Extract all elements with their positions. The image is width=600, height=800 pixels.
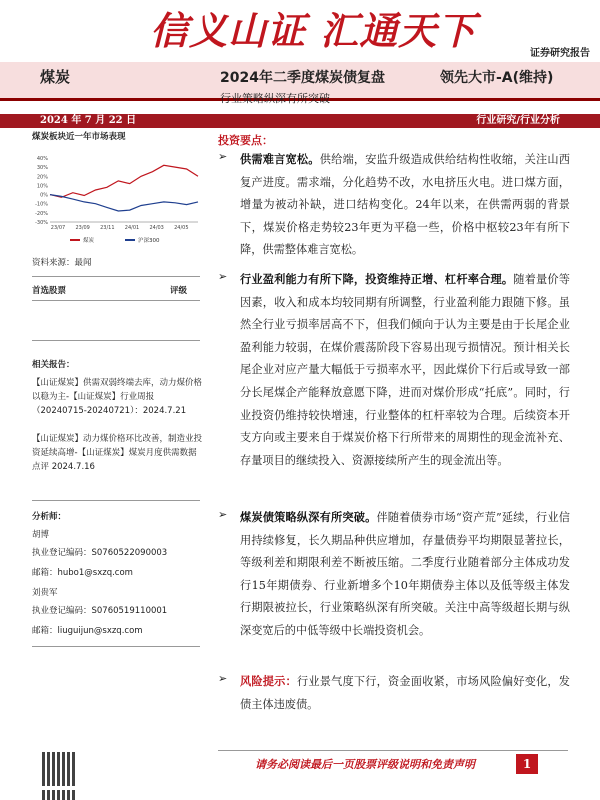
x-tick-label: 23/09 (75, 225, 90, 231)
key-point-2-body: 随着量价等因素，收入和成本均较同期有所调整，行业盈利能力跟随下修。虽然全行业亏损率居高不下，但我们倾向于认为主要是由于长尾企业盈利能力较弱，在煤价震荡阶段下容易出现亏损情况。预计相关长尾企业对应产量大幅低于亏损率水平，因此煤价下行后或导致一部分长尾煤企产能释放意愿下降，进而对煤价形成“托底”。同时，行业投资仍维持较快增速，行业整体的杠杆率较为合理。后续资本开支方向或主要来自于煤炭价格下行所带来的周期性的现金流补充、存量项目的继续投入、资源接续所产生的现金流出等。 (240, 273, 570, 467)
risk-warning-lead: 风险提示： (240, 674, 297, 688)
divider (32, 276, 200, 277)
stocks-header: 首选股票 (32, 286, 67, 296)
analyst-2-reg: 执业登记编码：S0760519110001 (32, 606, 168, 616)
risk-warning (240, 670, 570, 716)
related-reports-title: 相关报告： (32, 360, 75, 370)
x-tick-label: 23/07 (50, 225, 66, 231)
y-tick-label: 20% (36, 174, 48, 181)
divider (32, 300, 200, 301)
key-point-1-lead: 供需难言宽松。 (240, 152, 320, 166)
divider (32, 646, 200, 647)
arrow-bullet-icon: ➢ (218, 508, 228, 521)
analyst-1-name: 胡博 (32, 530, 50, 540)
masthead-slogan: 信义山证 汇通天下 (150, 9, 477, 53)
market-performance-chart (30, 150, 202, 248)
analyst-2-name: 刘贵军 (32, 588, 58, 598)
y-tick-label: 40% (36, 156, 48, 162)
legend-label: 煤炭 (83, 238, 95, 244)
key-points-title: 投资要点： (218, 134, 273, 147)
page-number: 1 (516, 754, 538, 774)
x-tick-label: 24/03 (149, 225, 164, 231)
key-point-2 (240, 268, 570, 472)
key-point-3 (240, 506, 570, 643)
y-tick-label: -30% (35, 220, 48, 226)
report-subtitle: 行业策略纵深有所突破 (220, 92, 330, 105)
key-point-2-lead: 行业盈利能力有所下降，投资维持正增、杠杆率合理。 (240, 272, 514, 286)
y-tick-label: 10% (36, 183, 48, 190)
report-date: 2024 年 7 月 22 日 (40, 115, 137, 126)
analyst-title: 分析师： (32, 512, 67, 522)
legend-label: 沪深300 (138, 238, 160, 244)
related-report-1[interactable]: 【山证煤炭】供需双弱终端去库，动力煤价格以稳为主-【山证煤炭】行业周报（20240715-20240721）：2024.7.21 (32, 378, 203, 416)
analyst-1-reg: 执业登记编码：S0760522090003 (32, 548, 168, 558)
series-line-1 (50, 195, 198, 211)
related-report-2[interactable]: 【山证煤炭】动力煤价格环比改善，制造业投资延续高增-【山证煤炭】煤炭月度供需数据点评 2024.7.16 (32, 434, 203, 472)
divider (32, 500, 200, 501)
qr-code-icon (42, 752, 76, 786)
series-line-0 (50, 165, 198, 197)
analyst-1-email[interactable]: 邮箱：hubo1@sxzq.com (32, 568, 133, 578)
y-tick-label: -10% (35, 201, 48, 208)
disclaimer-link[interactable]: 请务必阅读最后一页股票评级说明和免责声明 (255, 758, 475, 771)
chart-source: 资料来源：最闻 (32, 258, 92, 268)
divider (32, 340, 200, 341)
key-point-1-body: 供给端，安监升级造成供给结构性收缩，关注山西复产进度。需求端，分化趋势不改，水电挤压火电。进口煤方面，增量为被动补缺，进口结构变化。24年以来，在供需两弱的背景下，煤炭价格走势较23年更为平稳一些，价格中枢较23年有所下降，供需整体难言宽松。 (240, 153, 570, 257)
report-type: 证券研究报告 (530, 48, 590, 59)
x-tick-label: 24/05 (174, 225, 189, 231)
x-tick-label: 24/01 (124, 225, 140, 231)
key-point-3-body: 伴随着债券市场“资产荒”延续，行业信用持续修复，长久期品种供应增加，存量债券平均期限显著拉长，等级利差和期限利差不断被压缩。二季度行业随着部分主体成功发行15年期债券、行业新增多个10年期债券主体以及低等级主体发行期限被拉长，行业策略纵深有所突破。关注中高等级超长期与纵深变宽后的中低等级中长端投资机会。 (240, 511, 570, 637)
report-category: 行业研究/行业分析 (476, 115, 560, 126)
key-point-1 (240, 148, 570, 262)
y-tick-label: 0% (40, 192, 48, 199)
rating-label: 领先大市-A(维持) (440, 70, 554, 86)
report-title: 2024年二季度煤炭债复盘 (220, 70, 385, 86)
footer-divider (218, 750, 568, 751)
arrow-bullet-icon: ➢ (218, 270, 228, 283)
stocks-rating-header: 评级 (170, 286, 188, 296)
industry-label: 煤炭 (40, 68, 71, 86)
y-tick-label: 30% (36, 165, 48, 172)
analyst-2-email[interactable]: 邮箱：liuguijun@sxzq.com (32, 626, 143, 636)
qr-code-icon (42, 790, 76, 800)
arrow-bullet-icon: ➢ (218, 672, 228, 685)
risk-warning-body: 行业景气度下行，资金面收紧，市场风险偏好变化，发债主体违废债。 (240, 675, 570, 711)
chart-title: 煤炭板块近一年市场表现 (32, 132, 126, 142)
x-tick-label: 23/11 (100, 225, 115, 231)
y-tick-label: -20% (35, 210, 48, 217)
key-point-3-lead: 煤炭债策略纵深有所突破。 (240, 510, 377, 524)
arrow-bullet-icon: ➢ (218, 150, 228, 163)
